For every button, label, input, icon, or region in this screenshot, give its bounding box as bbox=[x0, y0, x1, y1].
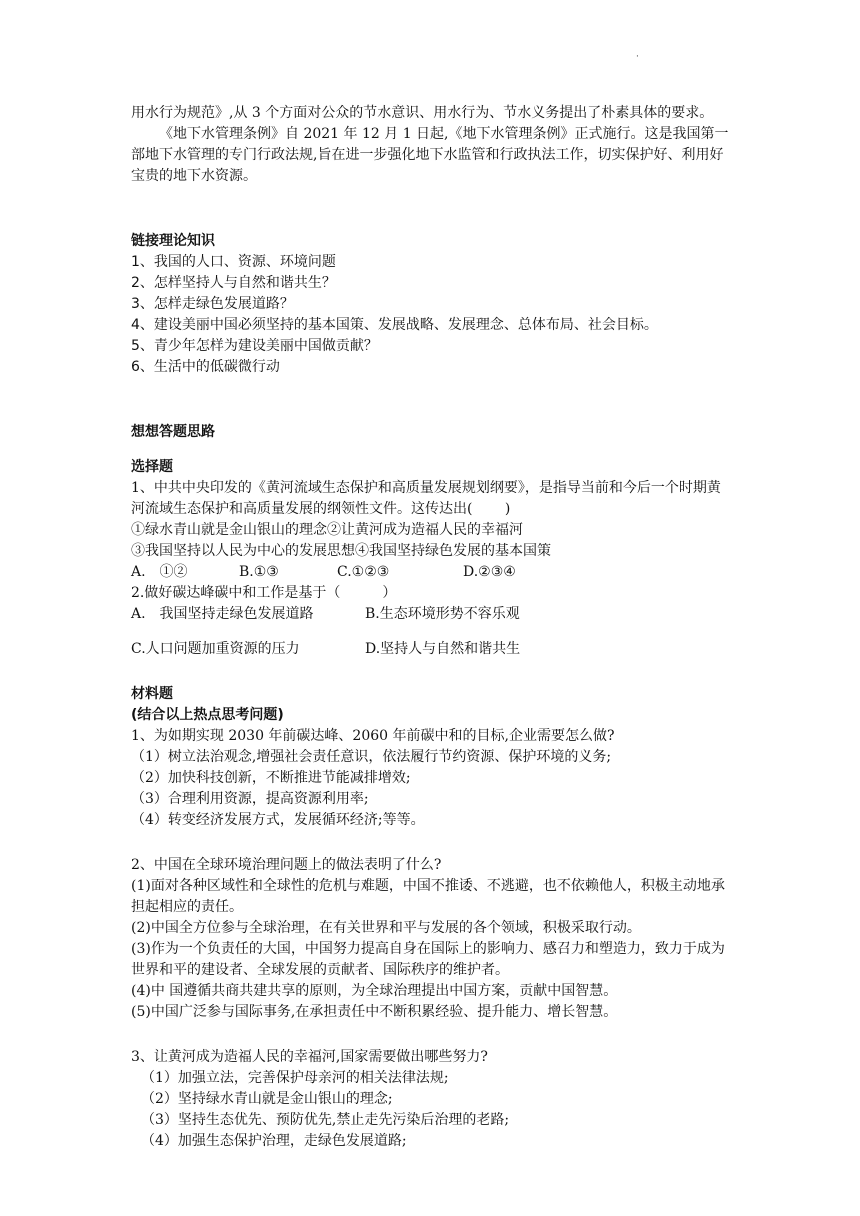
material-q2-stem: 2、中国在全球环境治理问题上的做法表明了什么? bbox=[131, 857, 442, 873]
material-q3-answer: （1）加强立法，完善保护母亲河的相关法律法规; bbox=[141, 1070, 449, 1086]
material-q3-answer: （3）坚持生态优先、预防优先,禁止走先污染后治理的老路; bbox=[141, 1112, 510, 1128]
material-q3-answer: （2）坚持绿水青山就是金山银山的理念; bbox=[141, 1091, 393, 1107]
material-heading: 材料题 bbox=[131, 686, 173, 702]
theory-item: 2、怎样坚持人与自然和谐共生？ bbox=[131, 275, 336, 291]
material-q2-answer: (3)作为一个负责任的大国，中国努力提高自身在国际上的影响力、感召力和塑造力，致力于成为世界和平的建设者、全球发展的贡献者、国际秩序的维护者。 bbox=[131, 941, 725, 978]
choice-heading: 选择题 bbox=[131, 459, 173, 475]
theory-item: 4、建设美丽中国必须坚持的基本国策、发展战略、发展理念、总体布局、社会目标。 bbox=[131, 317, 658, 333]
intro-paragraph-2: 《地下水管理条例》自 2021 年 12 月 1 日起,《地下水管理条例》正式施行。这是我国第一部地下水管理的专门行政法规,旨在进一步强化地下水监管和行政执法工作，切实保护好、利用好宝贵的地下水资源。 bbox=[131, 126, 729, 184]
choice-q2-stem: 2.做好碳达峰碳中和工作是基于（ ） bbox=[131, 585, 397, 601]
choice-q1-statements-1: ①绿水青山就是金山银山的理念②让黄河成为造福人民的幸福河 bbox=[131, 522, 523, 538]
material-q1-stem: 1、为如期实现 2030 年前碳达峰、2060 年前碳中和的目标,企业需要怎么做? bbox=[131, 728, 615, 744]
intro-paragraph-1: 用水行为规范》,从 3 个方面对公众的节水意识、用水行为、节水义务提出了朴素具体的要求。 bbox=[131, 105, 714, 121]
material-q1-answer: （2）加快科技创新，不断推进节能减排增效; bbox=[131, 770, 411, 786]
choice-q1-statements-2: ③我国坚持以人民为中心的发展思想④我国坚持绿色发展的基本国策 bbox=[131, 543, 551, 559]
material-q2-answer: (2)中国全方位参与全球治理，在有关世界和平与发展的各个领域，积极采取行动。 bbox=[131, 920, 641, 936]
choice-q2-option-b: B.生态环境形势不容乐观 bbox=[365, 606, 520, 622]
material-q3-stem: 3、让黄河成为造福人民的幸福河,国家需要做出哪些努力? bbox=[131, 1049, 488, 1065]
choice-q1-option-b: B.①③ bbox=[239, 564, 279, 580]
material-q2-answer: (4)中 国遵循共商共建共享的原则，为全球治理提出中国方案，贡献中国智慧。 bbox=[131, 983, 618, 999]
choice-q1-option-d: D.②③④ bbox=[463, 564, 516, 580]
choice-q1-options bbox=[131, 562, 731, 583]
choice-q2-option-d: D.坚持人与自然和谐共生 bbox=[365, 641, 521, 657]
theory-item: 6、生活中的低碳微行动 bbox=[131, 359, 280, 375]
theory-item: 5、青少年怎样为建设美丽中国做贡献？ bbox=[131, 338, 378, 354]
material-q2-answer: (1)面对各种区域性和全球性的危机与难题，中国不推诿、不逃避，也不依赖他人，积极主动地承担起相应的责任。 bbox=[131, 878, 725, 915]
choice-q1-option-c: C.①②③ bbox=[337, 564, 390, 580]
material-q1-answer: （4）转变经济发展方式，发展循环经济;等等。 bbox=[131, 812, 425, 828]
theory-item: 1、我国的人口、资源、环境问题 bbox=[131, 254, 336, 270]
choice-q1-option-a: A. ①② bbox=[131, 564, 188, 580]
theory-heading: 链接理论知识 bbox=[131, 233, 215, 249]
header-mark: · bbox=[636, 52, 639, 62]
choice-q1-stem: 1、中共中央印发的《黄河流域生态保护和高质量发展规划纲要》，是指导当前和今后一个时期黄河流域生态保护和高质量发展的纲领性文件。这传达出( ) bbox=[131, 480, 721, 517]
choice-q2-options-ab bbox=[131, 604, 731, 625]
material-q3-answer: （4）加强生态保护治理，走绿色发展道路; bbox=[141, 1133, 407, 1149]
document-page bbox=[131, 103, 731, 1152]
material-q2-answer: (5)中国广泛参与国际事务,在承担责任中不断积累经验、提升能力、增长智慧。 bbox=[131, 1004, 618, 1020]
material-subtitle: (结合以上热点思考问题) bbox=[131, 707, 284, 723]
thinking-heading: 想想答题思路 bbox=[131, 424, 215, 440]
material-q1-answer: （3）合理利用资源，提高资源利用率; bbox=[131, 791, 369, 807]
theory-item: 3、怎样走绿色发展道路？ bbox=[131, 296, 294, 312]
choice-q2-option-a: A. 我国坚持走绿色发展道路 bbox=[131, 606, 314, 622]
choice-q2-options-cd bbox=[131, 639, 731, 660]
material-q1-answer: （1）树立法治观念,增强社会责任意识，依法履行节约资源、保护环境的义务; bbox=[131, 749, 612, 765]
choice-q2-option-c: C.人口问题加重资源的压力 bbox=[131, 641, 300, 657]
